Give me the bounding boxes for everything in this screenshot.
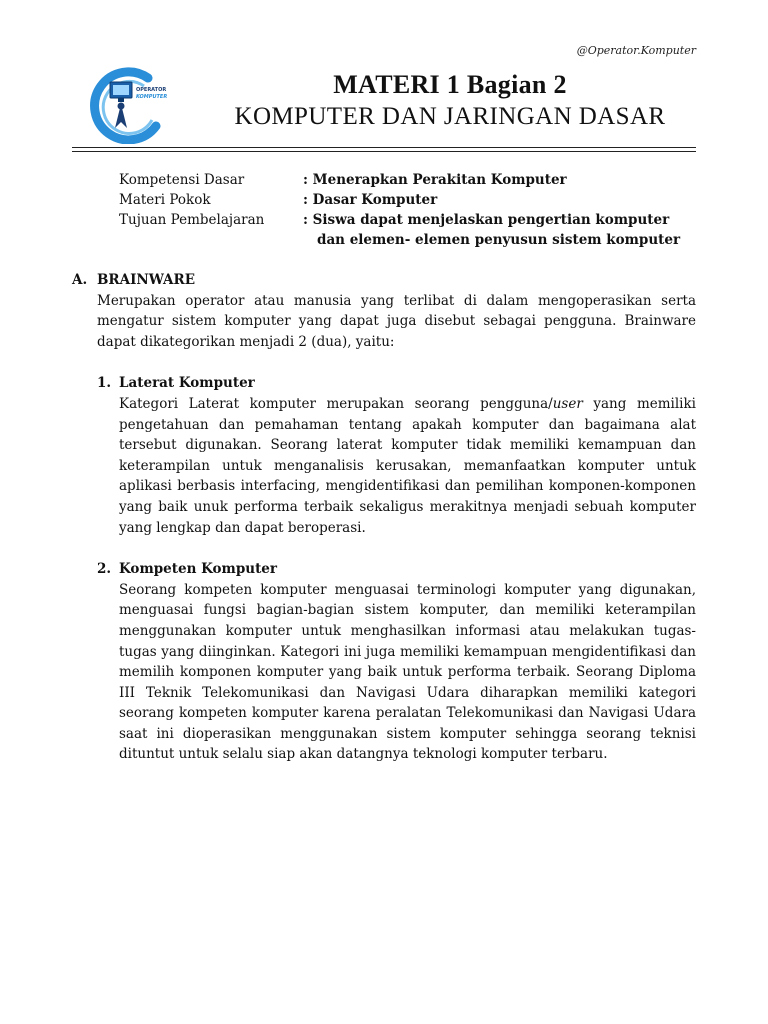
meta-block	[119, 170, 699, 250]
logo-text-top: OPERATOR	[136, 87, 167, 93]
item-number: 1.	[97, 375, 112, 392]
operator-komputer-logo	[86, 64, 170, 144]
section-heading	[72, 270, 696, 291]
meta-row-tujuan	[119, 210, 699, 250]
page-title: MATERI 1 Bagian 2	[333, 70, 567, 99]
item-body-kompeten: Seorang kompeten komputer menguasai terminologi komputer yang digunakan, menguasai fungsi bagian-bagian sistem komputer, dan memiliki keterampilan menggunakan komputer untuk menghasilkan informasi atau melakukan tugas-tugas yang diinginkan. Kategori ini juga memiliki kemampuan mengidentifikasi dan memilih komponen komputer yang baik untuk performa terbaik. Seorang Diploma III Teknik Telekomunikasi dan Navigasi Udara diharapkan memiliki kategori seorang kompeten komputer karena peralatan Telekomunikasi dan Navigasi Udara saat ini dioperasikan menggunakan sistem komputer sehingga seorang teknisi dituntut untuk selalu siap akan datangnya teknologi komputer terbaru.	[119, 581, 696, 763]
meta-row-materi	[119, 190, 699, 210]
item-title: Kompeten Komputer	[119, 561, 278, 578]
item-text: Kategori Laterat komputer merupakan seorang pengguna/	[119, 395, 553, 412]
item-heading-laterat	[97, 373, 696, 394]
item-heading-kompeten	[97, 559, 696, 580]
item-text: yang memiliki pengetahuan dan pemahaman tentang apakah komputer dan bagaimana alat tersebut digunakan. Seorang laterat komputer tidak memiliki kemampuan dan keterampilan untuk menganalisis kerusakan, memanfaatkan komputer untuk aplikasi berbasis interfacing, mengidentifikasi dan pemilihan komponen-komponen yang baik unuk performa terbaik sekaligus merakitnya menjadi sebuah komputer yang lengkap dan dapat beroperasi.	[119, 395, 696, 536]
meta-value: : Menerapkan Perakitan Komputer	[303, 172, 567, 188]
header-divider-thin	[72, 151, 696, 152]
meta-value: : Siswa dapat menjelaskan pengertian komputer dan elemen- elemen penyusun sistem komputer	[303, 212, 681, 248]
meta-key: Materi Pokok	[119, 192, 211, 208]
meta-value: : Dasar Komputer	[303, 192, 438, 208]
header-divider-thick	[72, 147, 696, 148]
page-subtitle: KOMPUTER DAN JARINGAN DASAR	[234, 103, 666, 130]
meta-key: Kompetensi Dasar	[119, 172, 245, 188]
section-title: BRAINWARE	[97, 272, 196, 288]
item-title: Laterat Komputer	[119, 375, 255, 392]
meta-row-kompetensi	[119, 170, 699, 190]
item-italic-term: user	[552, 395, 583, 412]
item-number: 2.	[97, 561, 112, 578]
item-body-laterat	[119, 394, 696, 538]
section-brainware	[72, 270, 696, 765]
meta-key: Tujuan Pembelajaran	[119, 212, 265, 228]
logo-text-bottom: KOMPUTER	[136, 94, 168, 100]
section-intro: Merupakan operator atau manusia yang terlibat di dalam mengoperasikan serta mengatur sistem komputer yang dapat juga disebut sebagai pengguna. Brainware dapat dikategorikan menjadi 2 (dua), yaitu:	[97, 292, 696, 350]
watermark-text: @Operator.Komputer	[576, 44, 696, 57]
section-letter: A.	[72, 272, 88, 288]
